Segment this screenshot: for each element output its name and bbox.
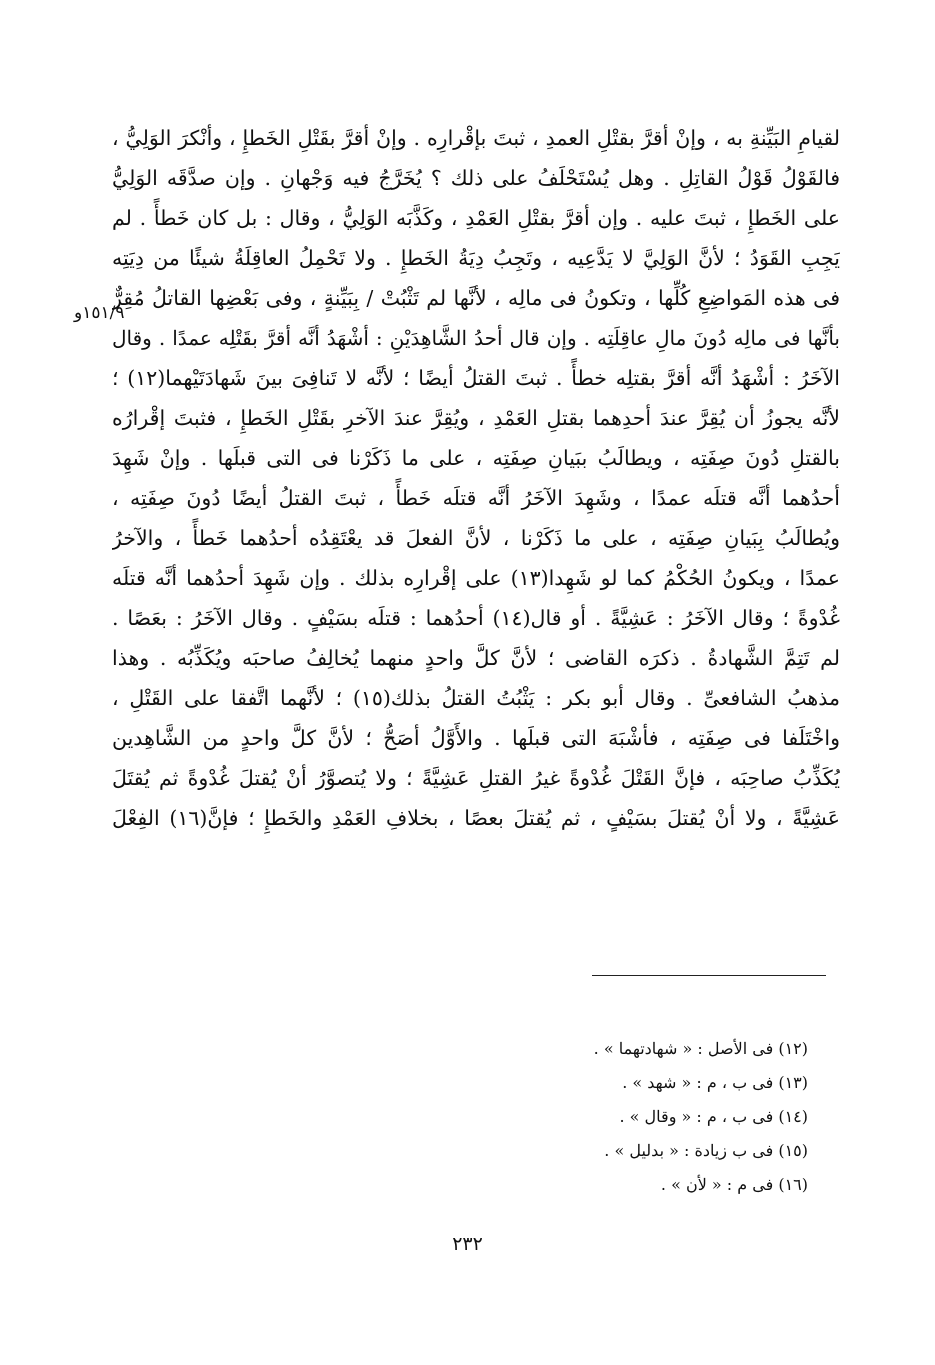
text-line: مذهبُ الشافعىِّ . وقال أبو بكر : يَثْبُتُ القتلُ بذلك(١٥) ؛ لأنَّهما اتَّفقا على القَتْلِ ، (112, 686, 840, 710)
text-line: على الخَطإِ ، ثبتَ عليه . وإن أقرَّ بقتْلِ العَمْدِ ، وكَذَّبَه الوَلِيُّ ، وقال : بل كان خَطأً . لم (112, 206, 840, 230)
footnote: (١٢) فى الأصل : « شهادتهما » . (593, 1039, 808, 1058)
footnote: (١٥) فى ب زيادة : « بدليل » . (604, 1141, 808, 1160)
text-line: أحدُهما أنَّه قتلَه عمدًا ، وشَهِدَ الآخَرُ أنَّه قتلَه خَطأً ، ثبتَ القتلُ أيضًا دُونَ صِفَتِه ، (112, 486, 840, 510)
manuscript-folio-marker: ١٥١/٩و (74, 303, 125, 323)
footnotes (420, 1032, 808, 1202)
text-line: بأنَّها فى مالِه دُونَ مالِ عاقِلَتِه . وإن قال أحدُ الشَّاهِدَيْنِ : أشْهَدُ أنَّه أقرَّ بقَتْلِه عمدًا . وقال (112, 326, 840, 350)
text-line: بالقتلِ دُونَ صِفَتِه ، ويطالَبُ ببَيانِ صِفَتِه ، على ما ذَكَرْنا فى التى قبلَها . وإنْ شَهِدَ (112, 446, 840, 470)
footnote: (١٦) فى م : « لأن » . (660, 1175, 808, 1194)
text-line: يُكَذِّبُ صاحِبَه ، فإنَّ القَتْلَ غُدْوةً غيرُ القتلِ عَشِيَّةً ؛ ولا يُتصوَّرُ أنْ يُقتلَ غُدْوةً ثم يُقتَلَ (112, 766, 840, 790)
text-line: واخْتَلَفا فى صِفَتِه ، فأشْبَهَ التى قبلَها . والأَوَّلُ أصَحُّ ؛ لأنَّ كلَّ واحدٍ من الشَّاهِدين (112, 726, 840, 750)
text-line: يَجِبِ القَوَدُ ؛ لأنَّ الوَلِيَّ لا يَدَّعِيه ، وتَجِبُ دِيَةُ الخَطإِ . ولا تَحْمِلُ العاقِلَةُ شيئًا من دِيَتِه (112, 246, 840, 270)
text-line: الآخَرُ : أشْهَدُ أنَّه أقرَّ بقتلِه خطأً . ثبتَ القتلُ أيضًا ؛ لأنَّه لا تَنافِىَ بينَ شَهادَتَيْهما(١٢) ؛ (112, 366, 840, 390)
text-line: عَشِيَّةً ، ولا أنْ يُقتلَ بسَيْفٍ ، ثم يُقتلَ بعصًا ، بخلافِ العَمْدِ والخَطإِ ؛ فإنَّ(١٦) الفِعْلَ (112, 806, 840, 830)
text-line: لقيامِ البَيِّنةِ به ، وإنْ أقرَّ بقتْلِ العمدِ ، ثبتَ بإقْرارِه . وإنْ أقرَّ بقَتْلِ الخَطإِ ، وأنْكرَ الوَلِيُّ ، (112, 126, 840, 150)
text-line: لم تَتِمَّ الشَّهادةُ . ذكرَه القاضى ؛ لأنَّ كلَّ واحدٍ منهما يُخالِفُ صاحبَه ويُكَذِّبُه . وهذا (112, 646, 840, 670)
page-number: ٢٣٢ (452, 1233, 483, 1255)
text-line: عمدًا ، ويكونُ الحُكْمُ كما لو شَهِدا(١٣) على إقْرارِه بذلك . وإن شَهِدَ أحدُهما أنَّه قتلَه (112, 566, 840, 590)
footnote-separator (592, 975, 826, 976)
text-line: فالقَوْلُ قَوْلُ القاتِلِ . وهل يُسْتَحْلَفُ على ذلك ؟ يُخَرَّجُ فيه وَجْهانِ . وإن صدَّقَه الوَلِيُّ (112, 166, 840, 190)
text-line: لأنَّه يجوزُ أن يُقِرَّ عندَ أحدِهما بقتلِ العَمْدِ ، ويُقِرَّ عندَ الآخرِ بقَتْلِ الخَطإِ ، فثبتَ إقْرارُه (112, 406, 840, 430)
text-line: فى هذه المَواضِعِ كُلِّها ، وتكونُ فى مالِه ، لأنَّها لم تَثْبُتْ / بِبَيِّنةٍ ، وفى بَعْضِها القاتلُ مُقِرٌّ (112, 286, 840, 310)
main-text-block (112, 118, 840, 838)
footnote: (١٤) فى ب ، م : « وقال » . (619, 1107, 808, 1126)
text-line: غُدْوةً ؛ وقال الآخَرُ : عَشِيَّةً . أو قال(١٤) أحدُهما : قتلَه بسَيْفٍ . وقال الآخَرُ : بعَصًا . (112, 606, 840, 630)
text-line: ويُطالَبُ بِبَيانِ صِفَتِه ، على ما ذَكَرْنا ، لأنَّ الفعلَ قد يعْتَقِدُه أحدُهما خَطأً ، والآخرُ (112, 526, 840, 550)
footnote: (١٣) فى ب ، م : « شهد » . (622, 1073, 808, 1092)
